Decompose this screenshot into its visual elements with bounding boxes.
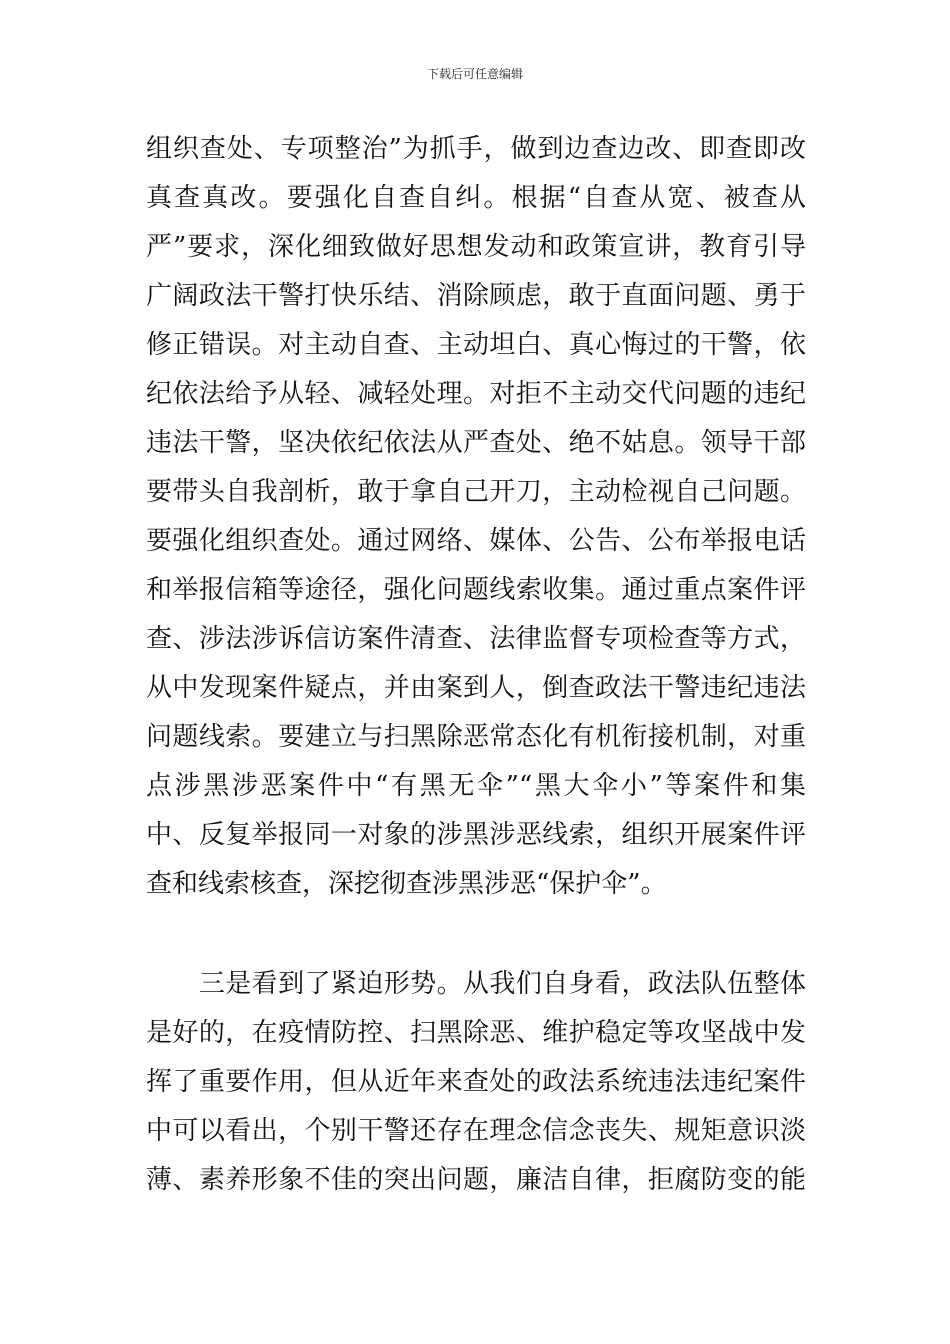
document-body bbox=[146, 125, 806, 1205]
text-line: 要强化组织查处。通过网络、媒体、公告、公布举报电话 bbox=[146, 526, 806, 556]
text-line: 组织查处、专项整治”为抓手，做到边查边改、即查即改 bbox=[146, 134, 806, 164]
text-line: 违法干警，坚决依纪依法从严查处、绝不姑息。领导干部 bbox=[146, 428, 806, 458]
text-line: 问题线索。要建立与扫黑除恶常态化有机衔接机制，对重 bbox=[146, 722, 806, 752]
text-line: 中、反复举报同一对象的涉黑涉恶线索，组织开展案件评 bbox=[146, 820, 806, 850]
paragraph-1 bbox=[146, 125, 806, 909]
text-line: 薄、素养形象不佳的突出问题，廉洁自律，拒腐防变的能 bbox=[146, 1165, 806, 1195]
text-line: 纪依法给予从轻、减轻处理。对拒不主动交代问题的违纪 bbox=[146, 379, 806, 409]
text-line: 广阔政法干警打快乐结、消除顾虑，敢于直面问题、勇于 bbox=[146, 281, 806, 311]
paragraph-2 bbox=[146, 960, 806, 1205]
text-line: 三是看到了紧迫形势。从我们自身看，政法队伍整体 bbox=[146, 969, 806, 999]
text-line: 查和线索核查，深挖彻查涉黑涉恶“保护伞”。 bbox=[146, 869, 667, 899]
text-line: 是好的，在疫情防控、扫黑除恶、维护稳定等攻坚战中发 bbox=[146, 1018, 806, 1048]
text-line: 点涉黑涉恶案件中“有黑无伞”“黑大伞小”等案件和集 bbox=[146, 771, 806, 801]
paragraph-gap bbox=[146, 909, 806, 960]
text-line: 从中发现案件疑点，并由案到人，倒查政法干警违纪违法 bbox=[146, 673, 806, 703]
text-line: 要带头自我剖析，敢于拿自己开刀，主动检视自己问题。 bbox=[146, 477, 806, 507]
text-line: 中可以看出，个别干警还存在理念信念丧失、规矩意识淡 bbox=[146, 1116, 806, 1146]
text-line: 挥了重要作用，但从近年来查处的政法系统违法违纪案件 bbox=[146, 1067, 806, 1097]
text-line: 和举报信箱等途径，强化问题线索收集。通过重点案件评 bbox=[146, 575, 806, 605]
page-header: 下载后可任意编辑 bbox=[426, 67, 523, 81]
text-line: 修正错误。对主动自查、主动坦白、真心悔过的干警，依 bbox=[146, 330, 806, 360]
text-line: 查、涉法涉诉信访案件清查、法律监督专项检查等方式， bbox=[146, 624, 806, 654]
text-line: 真查真改。要强化自查自纠。根据“自查从宽、被查从 bbox=[146, 183, 806, 213]
text-line: 严”要求，深化细致做好思想发动和政策宣讲，教育引导 bbox=[146, 232, 806, 262]
